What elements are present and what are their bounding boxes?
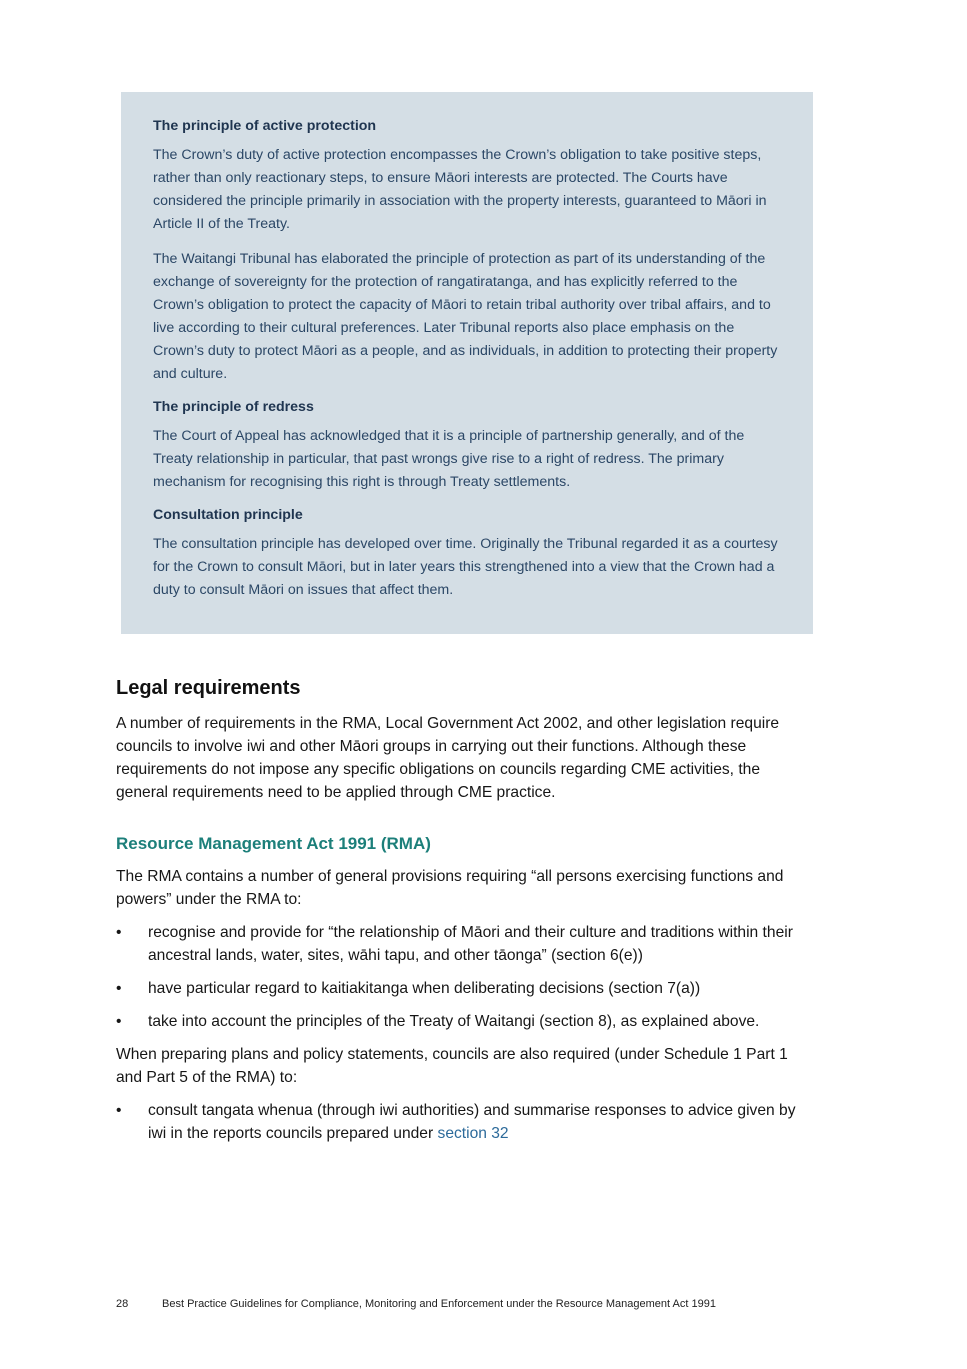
section-32-link[interactable]: section 32 — [437, 1125, 509, 1142]
list-item-text: recognise and provide for “the relationship of Māori and their culture and traditions within their ancestral lands, water, sites, wāhi tapu, and other tāonga” (section 6(e)) — [148, 924, 793, 964]
legal-requirements-heading: Legal requirements — [116, 677, 301, 699]
bullet-icon: • — [116, 980, 122, 997]
list-item — [116, 1099, 816, 1145]
active-protection-paragraph-1: The Crown’s duty of active protection encompasses the Crown’s obligation to take positive steps, rather than only reactionary steps, to ensure Māori interests are protected. The Courts have considered the principle primarily in association with the property interests, guaranteed to Māori in Article II of the Treaty. — [153, 147, 767, 232]
plans-requirements-list — [116, 1099, 816, 1145]
page-footer — [116, 1298, 716, 1310]
consultation-heading: Consultation principle — [153, 507, 303, 523]
list-item — [116, 1010, 816, 1033]
bullet-icon: • — [116, 1102, 122, 1119]
active-protection-heading: The principle of active protection — [153, 118, 377, 134]
bullet-icon: • — [116, 924, 122, 941]
plans-intro: When preparing plans and policy statements, councils are also required (under Schedule 1 Part 1 and Part 5 of the RMA) to: — [116, 1046, 788, 1086]
rma-subheading: Resource Management Act 1991 (RMA) — [116, 834, 431, 853]
legal-requirements-intro: A number of requirements in the RMA, Local Government Act 2002, and other legislation require councils to involve iwi and other Māori groups in carrying out their functions. Although these requirements do not impose any specific obligations on councils regarding CME activities, the general requirements need to be applied through CME practice. — [116, 715, 780, 801]
list-item-text: take into account the principles of the Treaty of Waitangi (section 8), as explained above. — [148, 1013, 760, 1030]
page-number: 28 — [116, 1298, 129, 1310]
redress-paragraph: The Court of Appeal has acknowledged that it is a principle of partnership generally, and of the Treaty relationship in particular, that past wrongs give rise to a right of redress. The primary mechanism for recognising this right is through Treaty settlements. — [153, 428, 745, 490]
redress-heading: The principle of redress — [153, 399, 314, 415]
list-item — [116, 977, 816, 1000]
bullet-icon: • — [116, 1013, 122, 1030]
treaty-principles-callout — [121, 92, 813, 634]
rma-provisions-list — [116, 921, 816, 1033]
active-protection-paragraph-2: The Waitangi Tribunal has elaborated the principle of protection as part of its understanding of the exchange of sovereignty for the protection of rangatiratanga, and has explicitly referred to the Crown’s obligation to protect the capacity of Māori to retain tribal authority over tribal affairs, and to live according to their cultural preferences. Later Tribunal reports also place emphasis on the Crown’s duty to protect Māori as a people, and as individuals, in addition to protecting their property and culture. — [153, 251, 778, 382]
rma-intro: The RMA contains a number of general provisions requiring “all persons exercising functions and powers” under the RMA to: — [116, 868, 784, 908]
consultation-paragraph: The consultation principle has developed over time. Originally the Tribunal regarded it as a courtesy for the Crown to consult Māori, but in later years this strengthened into a view that the Crown had a duty to consult Māori on issues that affect them. — [153, 536, 778, 598]
list-item — [116, 921, 816, 967]
footer-title: Best Practice Guidelines for Compliance, Monitoring and Enforcement under the Resource Management Act 1991 — [162, 1298, 716, 1310]
main-content — [116, 674, 816, 1155]
list-item-text: have particular regard to kaitiakitanga when deliberating decisions (section 7(a)) — [148, 980, 701, 997]
list-item-text: consult tangata whenua (through iwi authorities) and summarise responses to advice given by iwi in the reports councils prepared under — [148, 1102, 796, 1142]
